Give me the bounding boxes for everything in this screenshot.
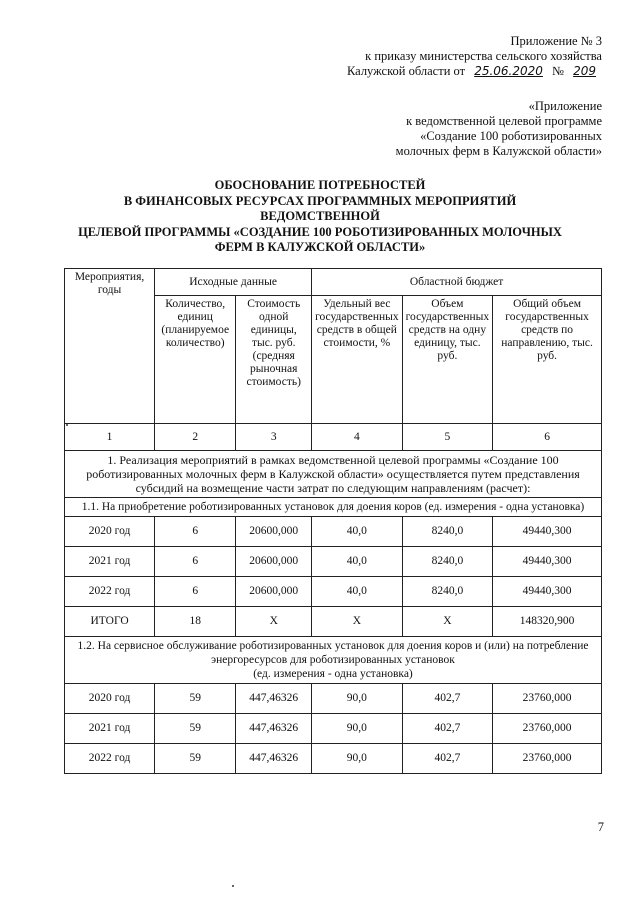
- cell-volume: 8240,0: [402, 547, 493, 577]
- order-reference: [347, 34, 602, 79]
- scan-speck: [232, 885, 234, 887]
- total-row: [65, 607, 602, 637]
- cell-volume: 402,7: [402, 744, 493, 774]
- cell-cost: 20600,000: [236, 547, 312, 577]
- cell-year: 2020 год: [65, 517, 155, 547]
- cell-qty: 6: [155, 547, 236, 577]
- subsection2-text: 1.2. На сервисное обслуживание роботизированных установок для доения коров и (или) на потребление энергоресурсов для роботизированных установок: [77, 640, 589, 666]
- section1-text: 1. Реализация мероприятий в рамках ведомственной целевой программы «Создание 100 роботизированных молочных ферм в Калужской области» осуществляется путем представления субсидий на возмещение части затрат по следующим направлениям (расчет):: [65, 451, 602, 498]
- cell-total: 23760,000: [493, 684, 602, 714]
- program-ref-line3: «Создание 100 роботизированных: [420, 129, 602, 143]
- section-row: [65, 451, 602, 498]
- program-reference: [396, 99, 602, 159]
- subsection-row: [65, 498, 602, 517]
- table-row: [65, 744, 602, 774]
- cell-year: 2021 год: [65, 714, 155, 744]
- col-header-cost: Стоимость одной единицы, тыс. руб. (средняя рыночная стоимость): [236, 296, 312, 424]
- cell-share: 90,0: [312, 684, 403, 714]
- cell-share: 90,0: [312, 744, 403, 774]
- cell-year: 2022 год: [65, 577, 155, 607]
- cell-year: 2021 год: [65, 547, 155, 577]
- cell-qty: 6: [155, 577, 236, 607]
- subsection1-text: 1.1. На приобретение роботизированных установок для доения коров (ед. измерения - одна установка): [65, 498, 602, 517]
- cell-volume: 8240,0: [402, 517, 493, 547]
- col-number: 3: [236, 424, 312, 451]
- col-number: 5: [402, 424, 493, 451]
- title-line1: ОБОСНОВАНИЕ ПОТРЕБНОСТЕЙ: [214, 178, 426, 192]
- cell-total: 49440,300: [493, 517, 602, 547]
- cell-volume: X: [402, 607, 493, 637]
- subsection-row: [65, 637, 602, 684]
- group-header-budget: Областной бюджет: [312, 269, 602, 296]
- group-header-source: Исходные данные: [155, 269, 312, 296]
- col-number: 6: [493, 424, 602, 451]
- cell-qty: 59: [155, 744, 236, 774]
- col-header-share: Удельный вес государственных средств в общей стоимости, %: [312, 296, 403, 424]
- col-number: 2: [155, 424, 236, 451]
- cell-volume: 402,7: [402, 714, 493, 744]
- subsection2-unit: (ед. измерения - одна установка): [253, 668, 413, 680]
- cell-cost: 447,46326: [236, 684, 312, 714]
- cell-qty: 18: [155, 607, 236, 637]
- title-line3: ВЕДОМСТВЕННОЙ: [260, 209, 380, 223]
- col-header-events: Мероприятия, годы: [65, 269, 155, 424]
- order-line: к приказу министерства сельского хозяйства: [365, 49, 602, 63]
- col-number: 1: [65, 424, 155, 451]
- cell-cost: 20600,000: [236, 577, 312, 607]
- cell-total: 49440,300: [493, 577, 602, 607]
- appendix-label: Приложение № 3: [510, 34, 602, 48]
- program-ref-line1: «Приложение: [528, 99, 602, 113]
- col-header-volume: Объем государственных средств на одну единицу, тыс. руб.: [402, 296, 493, 424]
- cell-cost: X: [236, 607, 312, 637]
- order-date-line: [347, 64, 602, 79]
- order-date-prefix: Калужской области от: [346, 64, 466, 78]
- table-row: [65, 547, 602, 577]
- table-header-row: [65, 269, 602, 296]
- document-title: [40, 178, 600, 256]
- table-row: [65, 684, 602, 714]
- scan-speck: [66, 424, 68, 426]
- cell-share: 40,0: [312, 577, 403, 607]
- cell-qty: 59: [155, 714, 236, 744]
- cell-year: 2020 год: [65, 684, 155, 714]
- subsection2-cell: [65, 637, 602, 684]
- financing-table: [64, 268, 602, 774]
- order-number: 209: [573, 64, 596, 78]
- col-header-total: Общий объем государственных средств по направлению, тыс. руб.: [493, 296, 602, 424]
- table-row: [65, 714, 602, 744]
- number-sign: №: [552, 64, 564, 78]
- cell-year: ИТОГО: [65, 607, 155, 637]
- cell-share: X: [312, 607, 403, 637]
- title-line5: ФЕРМ В КАЛУЖСКОЙ ОБЛАСТИ»: [214, 240, 426, 254]
- col-header-qty: Количество, единиц (планируемое количество): [155, 296, 236, 424]
- cell-cost: 447,46326: [236, 744, 312, 774]
- col-number: 4: [312, 424, 403, 451]
- order-date: 25.06.2020: [474, 64, 543, 78]
- cell-year: 2022 год: [65, 744, 155, 774]
- cell-total: 49440,300: [493, 547, 602, 577]
- table-row: [65, 517, 602, 547]
- cell-cost: 20600,000: [236, 517, 312, 547]
- cell-qty: 6: [155, 517, 236, 547]
- cell-volume: 8240,0: [402, 577, 493, 607]
- program-ref-line2: к ведомственной целевой программе: [406, 114, 602, 128]
- cell-total: 148320,900: [493, 607, 602, 637]
- cell-share: 40,0: [312, 547, 403, 577]
- program-ref-line4: молочных ферм в Калужской области»: [395, 144, 602, 158]
- cell-volume: 402,7: [402, 684, 493, 714]
- title-line2: В ФИНАНСОВЫХ РЕСУРСАХ ПРОГРАММНЫХ МЕРОПРИЯТИЙ: [123, 193, 517, 208]
- column-numbers-row: [65, 424, 602, 451]
- cell-share: 40,0: [312, 517, 403, 547]
- cell-share: 90,0: [312, 714, 403, 744]
- page-number: 7: [597, 820, 604, 834]
- title-line4: ЦЕЛЕВОЙ ПРОГРАММЫ «СОЗДАНИЕ 100 РОБОТИЗИРОВАННЫХ МОЛОЧНЫХ: [78, 224, 562, 239]
- cell-total: 23760,000: [493, 714, 602, 744]
- table-row: [65, 577, 602, 607]
- cell-qty: 59: [155, 684, 236, 714]
- cell-total: 23760,000: [493, 744, 602, 774]
- cell-cost: 447,46326: [236, 714, 312, 744]
